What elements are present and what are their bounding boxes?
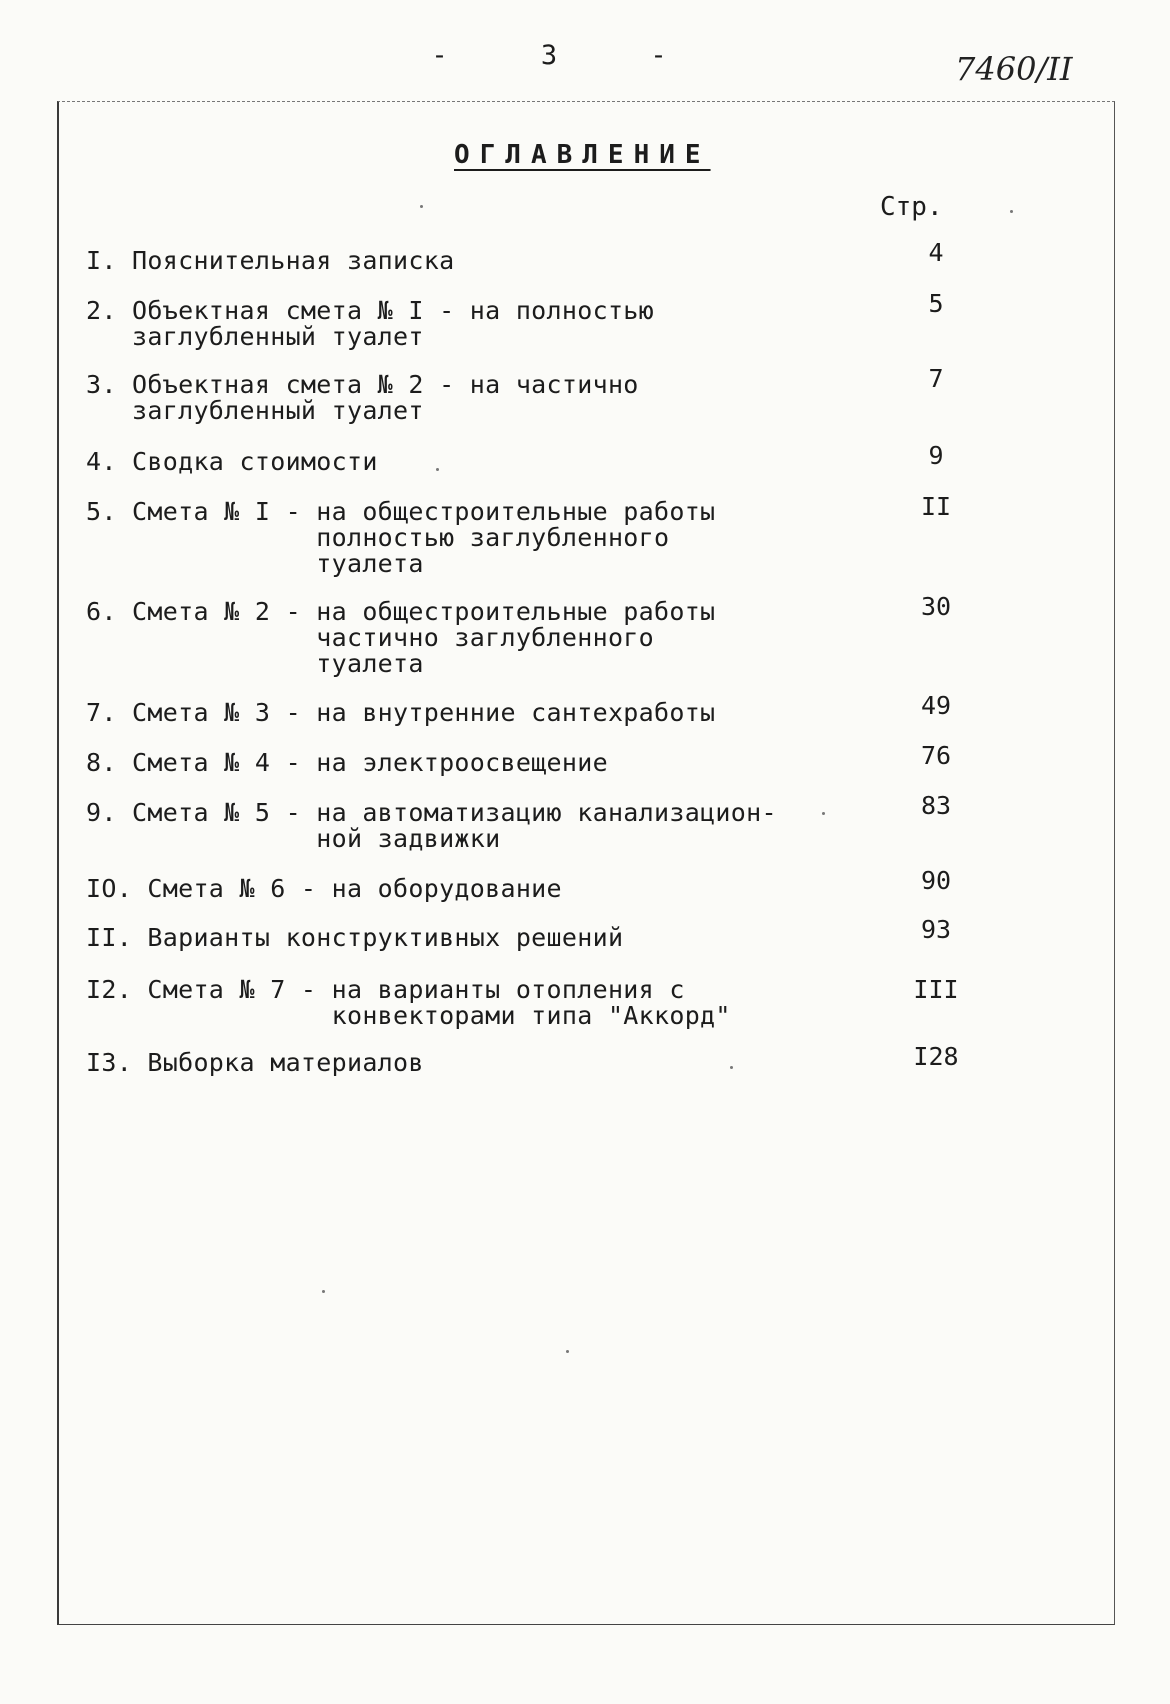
toc-entry-page: 83 xyxy=(920,791,952,820)
toc-entry-page: 90 xyxy=(920,866,952,895)
page-column-header: Стр. xyxy=(880,192,943,222)
toc-entry-page: 4 xyxy=(928,238,944,267)
scan-speck xyxy=(322,1290,325,1293)
toc-entry-page: I28 xyxy=(913,1042,959,1071)
toc-entry xyxy=(86,1042,1086,1120)
toc-entry-page: 7 xyxy=(928,364,944,393)
page-title: ОГЛАВЛЕНИЕ xyxy=(454,140,711,170)
toc-entry xyxy=(86,592,1086,678)
toc-entry-text: 9. Смета № 5 - на автоматизацию канализацион- ной задвижки xyxy=(86,798,777,853)
toc-entry-page: 76 xyxy=(920,741,952,770)
toc-entry-text: 4. Сводка стоимости xyxy=(86,447,378,476)
toc-entry-page: II xyxy=(920,492,952,521)
toc-entry xyxy=(86,977,1086,1047)
toc-entry xyxy=(86,492,1086,578)
toc-entry-text: 5. Смета № I - на общестроительные работы полностью заглубленного туалета xyxy=(86,497,716,578)
toc-entry-text: I2. Смета № 7 - на варианты отопления с конвекторами типа "Аккорд" xyxy=(86,975,731,1030)
page-number: - 3 - xyxy=(431,40,669,71)
scan-speck xyxy=(436,468,439,471)
toc-entry-text: 7. Смета № 3 - на внутренние сантехработы xyxy=(86,698,716,727)
toc-entry-text: 8. Смета № 4 - на электроосвещение xyxy=(86,748,608,777)
scan-speck xyxy=(1010,210,1013,213)
scan-speck xyxy=(420,205,423,208)
toc-entry-page: 49 xyxy=(920,691,952,720)
toc-entry-text: 2. Объектная смета № I - на полностью заглубленный туалет xyxy=(86,296,654,351)
toc-entry-text: I3. Выборка материалов xyxy=(86,1048,424,1077)
toc-entry-text: 6. Смета № 2 - на общестроительные работы частично заглубленного туалета xyxy=(86,597,716,678)
toc-entry-page: 9 xyxy=(928,441,944,470)
toc-entry xyxy=(86,289,1086,368)
scan-speck xyxy=(730,1066,733,1069)
toc-entry-page: 30 xyxy=(920,592,952,621)
toc-entry-text: II. Варианты конструктивных решений xyxy=(86,923,624,952)
scan-speck xyxy=(566,1350,569,1353)
toc-entry-text: IO. Смета № 6 - на оборудование xyxy=(86,874,562,903)
scan-speck xyxy=(822,812,825,815)
toc-entry-page: 93 xyxy=(920,915,952,944)
document-number: 7460/II xyxy=(955,50,1073,88)
toc-entry-text: 3. Объектная смета № 2 - на частично заглубленный туалет xyxy=(86,370,639,425)
toc-entry-page: 5 xyxy=(928,289,944,318)
toc-entry-page: III xyxy=(913,975,959,1004)
toc-entry xyxy=(86,364,1086,442)
toc-entry xyxy=(86,791,1086,870)
toc-entry-text: I. Пояснительная записка xyxy=(86,246,455,275)
